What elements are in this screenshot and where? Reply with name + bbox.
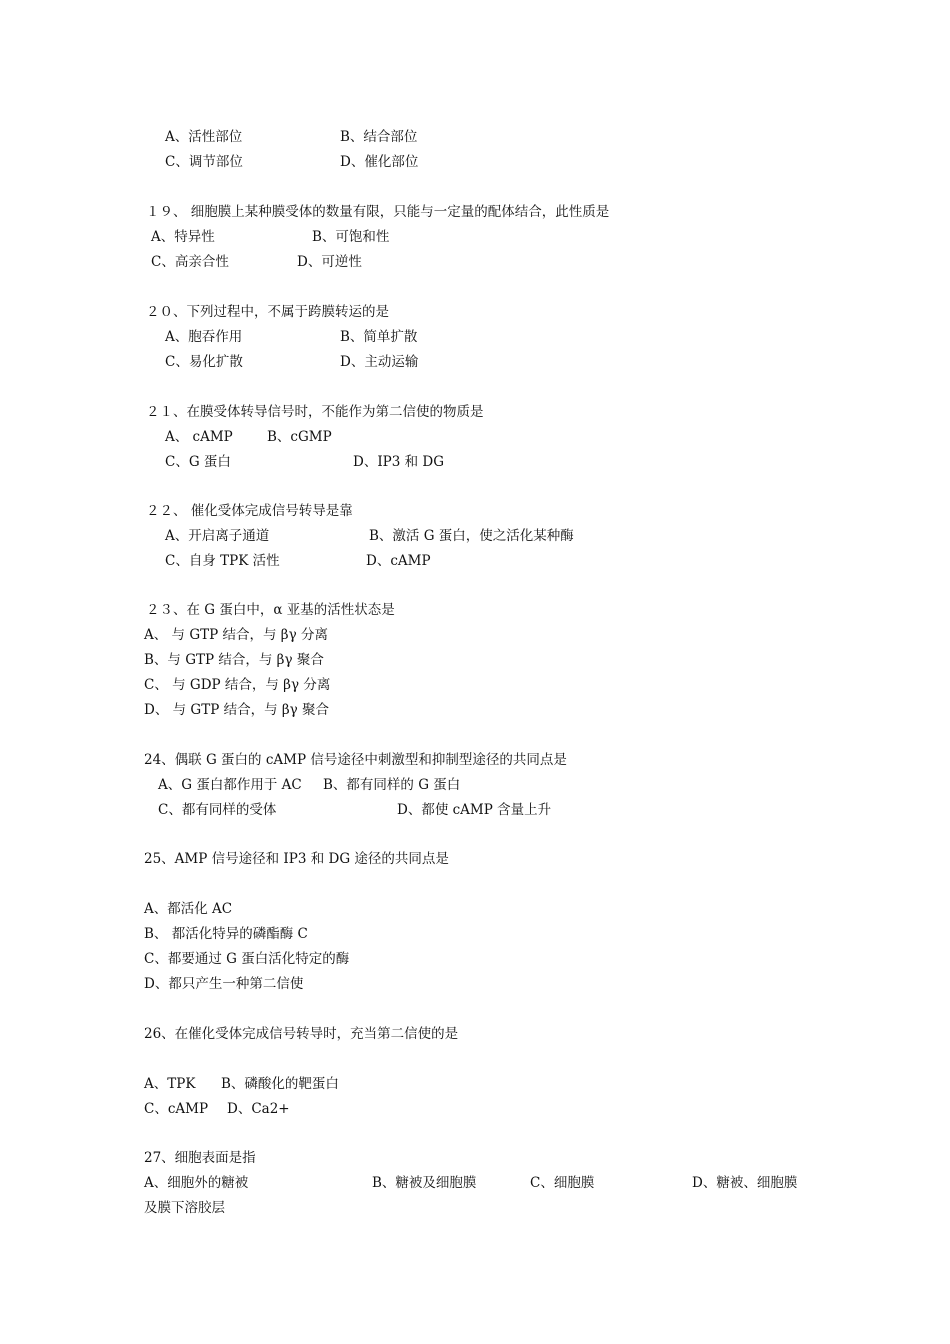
q20-option-a: A、胞吞作用 (165, 329, 243, 345)
q23-option-d: D、 与 GTP 结合，与 βγ 聚合 (144, 702, 330, 718)
q19-option-b: B、可饱和性 (312, 229, 390, 245)
q22-option-d: D、cAMP (366, 553, 431, 569)
q23-stem: ２３、在 G 蛋白中，α 亚基的活性状态是 (146, 602, 395, 618)
q26-option-a: A、TPK (144, 1076, 196, 1092)
q26-option-b: B、磷酸化的靶蛋白 (221, 1076, 339, 1092)
q21-option-a: A、 cAMP (165, 429, 233, 445)
q27-option-b: B、糖被及细胞膜 (372, 1175, 477, 1191)
q18-option-d: D、催化部位 (340, 154, 419, 170)
q18-option-b: B、结合部位 (340, 129, 418, 145)
q26-stem: 26、在催化受体完成信号转导时，充当第二信使的是 (144, 1026, 459, 1042)
q19-option-a: A、特异性 (151, 229, 215, 245)
q25-stem: 25、AMP 信号途径和 IP3 和 DG 途径的共同点是 (144, 851, 449, 867)
q21-stem: ２１、在膜受体转导信号时，不能作为第二信使的物质是 (146, 404, 484, 420)
q27-option-c: C、细胞膜 (530, 1175, 595, 1191)
q19-option-d: D、可逆性 (297, 254, 362, 270)
q21-option-d: D、IP3 和 DG (353, 454, 445, 470)
q21-option-c: C、G 蛋白 (165, 454, 231, 470)
q19-option-c: C、高亲合性 (151, 254, 229, 270)
q23-option-a: A、 与 GTP 结合，与 βγ 分离 (144, 627, 328, 643)
q18-option-a: A、活性部位 (165, 129, 243, 145)
q22-option-a: A、开启离子通道 (165, 528, 270, 544)
q20-option-d: D、主动运输 (340, 354, 419, 370)
q26-option-d: D、Ca2+ (227, 1101, 290, 1117)
q24-option-c: C、都有同样的受体 (158, 802, 277, 818)
q24-option-a: A、G 蛋白都作用于 AC (158, 777, 302, 793)
q23-option-c: C、 与 GDP 结合，与 βγ 分离 (144, 677, 331, 693)
q27-option-d-continued: 及膜下溶胶层 (144, 1200, 225, 1216)
q20-option-c: C、易化扩散 (165, 354, 243, 370)
q25-option-b: B、 都活化特异的磷酯酶 C (144, 926, 308, 942)
q25-option-c: C、都要通过 G 蛋白活化特定的酶 (144, 951, 350, 967)
q23-option-b: B、与 GTP 结合，与 βγ 聚合 (144, 652, 324, 668)
q27-option-d: D、糖被、细胞膜 (692, 1175, 798, 1191)
q27-option-a: A、细胞外的糖被 (144, 1175, 249, 1191)
q24-option-d: D、都使 cAMP 含量上升 (397, 802, 552, 818)
q22-option-c: C、自身 TPK 活性 (165, 553, 280, 569)
q22-option-b: B、激活 G 蛋白，使之活化某种酶 (369, 528, 574, 544)
q18-option-c: C、调节部位 (165, 154, 243, 170)
q19-stem: １９、 细胞膜上某种膜受体的数量有限，只能与一定量的配体结合，此性质是 (146, 204, 610, 220)
q21-option-b: B、cGMP (267, 429, 332, 445)
q20-stem: ２０、下列过程中，不属于跨膜转运的是 (146, 304, 389, 320)
q24-stem: 24、偶联 G 蛋白的 cAMP 信号途径中刺激型和抑制型途径的共同点是 (144, 752, 567, 768)
q27-stem: 27、细胞表面是指 (144, 1150, 256, 1166)
q20-option-b: B、简单扩散 (340, 329, 418, 345)
q25-option-d: D、都只产生一种第二信使 (144, 976, 304, 992)
q22-stem: ２２、 催化受体完成信号转导是靠 (146, 503, 353, 519)
q24-option-b: B、都有同样的 G 蛋白 (323, 777, 461, 793)
q26-option-c: C、cAMP (144, 1101, 209, 1117)
q25-option-a: A、都活化 AC (144, 901, 233, 917)
